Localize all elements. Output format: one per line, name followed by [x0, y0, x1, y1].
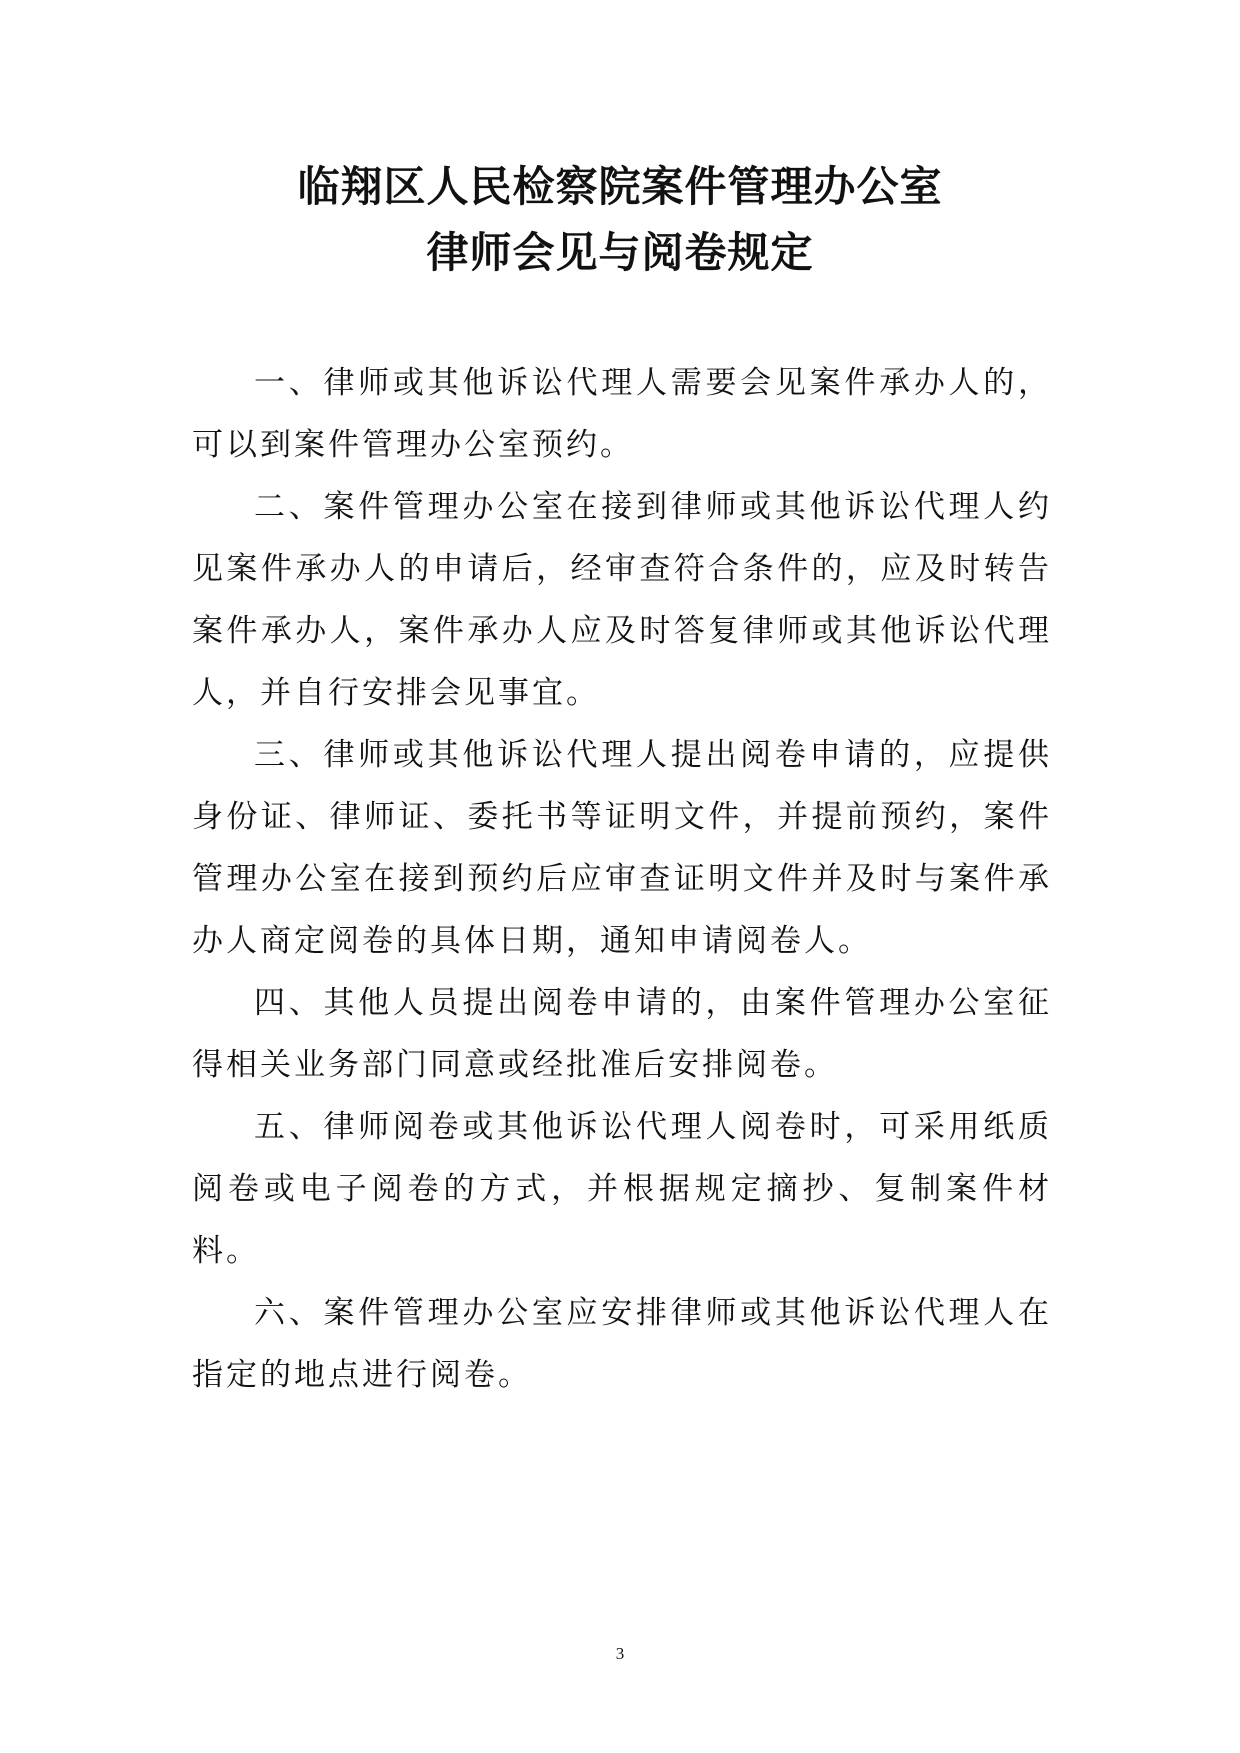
document-title-line-1: 临翔区人民检察院案件管理办公室 — [297, 162, 943, 211]
paragraph-4: 四、其他人员提出阅卷申请的，由案件管理办公室征得相关业务部门同意或经批准后安排阅卷。 — [192, 985, 1052, 1083]
paragraph-6: 六、案件管理办公室应安排律师或其他诉讼代理人在指定的地点进行阅卷。 — [192, 1295, 1052, 1393]
paragraph-2: 二、案件管理办公室在接到律师或其他诉讼代理人约见案件承办人的申请后，经审查符合条件的，应及时转告案件承办人，案件承办人应及时答复律师或其他诉讼代理人，并自行安排会见事宜。 — [192, 489, 1052, 711]
document-title-line-2: 律师会见与阅卷规定 — [426, 228, 814, 277]
paragraph-1: 一、律师或其他诉讼代理人需要会见案件承办人的，可以到案件管理办公室预约。 — [192, 365, 1052, 463]
paragraph-5: 五、律师阅卷或其他诉讼代理人阅卷时，可采用纸质阅卷或电子阅卷的方式，并根据规定摘抄、复制案件材料。 — [192, 1109, 1052, 1269]
page-number: 3 — [615, 1644, 625, 1663]
document-body — [192, 352, 1052, 1406]
paragraph-3: 三、律师或其他诉讼代理人提出阅卷申请的，应提供身份证、律师证、委托书等证明文件，并提前预约，案件管理办公室在接到预约后应审查证明文件并及时与案件承办人商定阅卷的具体日期，通知申请阅卷人。 — [192, 737, 1052, 959]
